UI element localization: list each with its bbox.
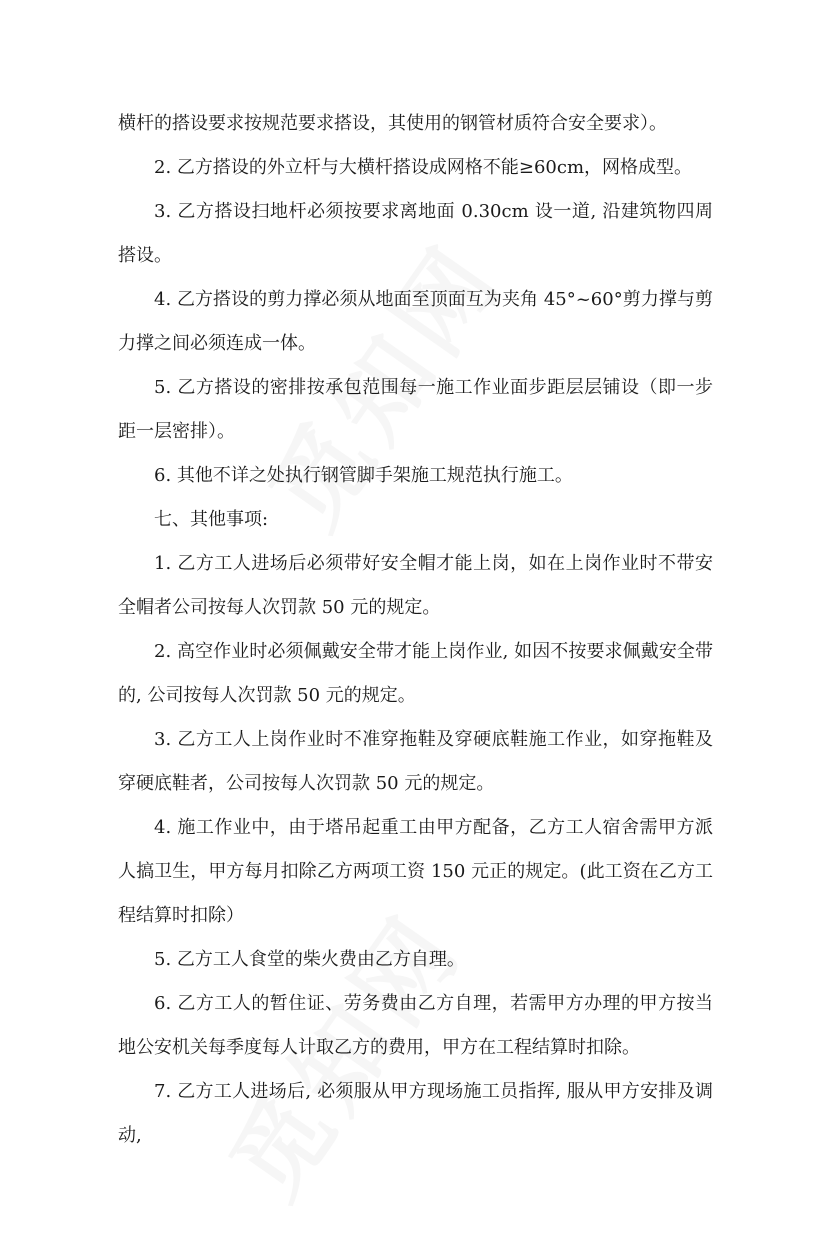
- section-heading-seven: 七、其他事项:: [154, 509, 269, 530]
- paragraph-other-2: 2. 高空作业时必须佩戴安全带才能上岗作业, 如因不按要求佩戴安全带的, 公司按每人次罚款 50 元的规定。: [118, 641, 713, 706]
- paragraph-other-1: 1. 乙方工人进场后必须带好安全帽才能上岗，如在上岗作业时不带安全帽者公司按每人次罚款 50 元的规定。: [118, 553, 713, 618]
- paragraph-item-3: 3. 乙方搭设扫地杆必须按要求离地面 0.30cm 设一道, 沿建筑物四周搭设。: [118, 201, 713, 266]
- paragraph-item-4: 4. 乙方搭设的剪力撑必须从地面至顶面互为夹角 45°~60°剪力撑与剪力撑之间必须连成一体。: [118, 289, 713, 354]
- paragraph-other-3: 3. 乙方工人上岗作业时不准穿拖鞋及穿硬底鞋施工作业，如穿拖鞋及穿硬底鞋者，公司按每人次罚款 50 元的规定。: [118, 729, 713, 794]
- paragraph-item-5: 5. 乙方搭设的密排按承包范围每一施工作业面步距层层铺设（即一步距一层密排）。: [118, 377, 713, 442]
- paragraph-other-6: 6. 乙方工人的暂住证、劳务费由乙方自理，若需甲方办理的甲方按当地公安机关每季度每人计取乙方的费用，甲方在工程结算时扣除。: [118, 993, 713, 1058]
- document-body: [118, 102, 713, 1158]
- paragraph-item-6: 6. 其他不详之处执行钢管脚手架施工规范执行施工。: [154, 465, 573, 486]
- paragraph-continuation: 横杆的搭设要求按规范要求搭设，其使用的钢管材质符合安全要求）。: [118, 113, 667, 134]
- paragraph-item-2: 2. 乙方搭设的外立杆与大横杆搭设成网格不能≥60cm，网格成型。: [154, 157, 693, 178]
- paragraph-other-5: 5. 乙方工人食堂的柴火费由乙方自理。: [154, 949, 465, 970]
- paragraph-other-7: 7. 乙方工人进场后, 必须服从甲方现场施工员指挥, 服从甲方安排及调动,: [118, 1081, 713, 1146]
- paragraph-other-4: 4. 施工作业中，由于塔吊起重工由甲方配备，乙方工人宿舍需甲方派人搞卫生，甲方每月扣除乙方两项工资 150 元正的规定。(此工资在乙方工程结算时扣除）: [118, 817, 713, 926]
